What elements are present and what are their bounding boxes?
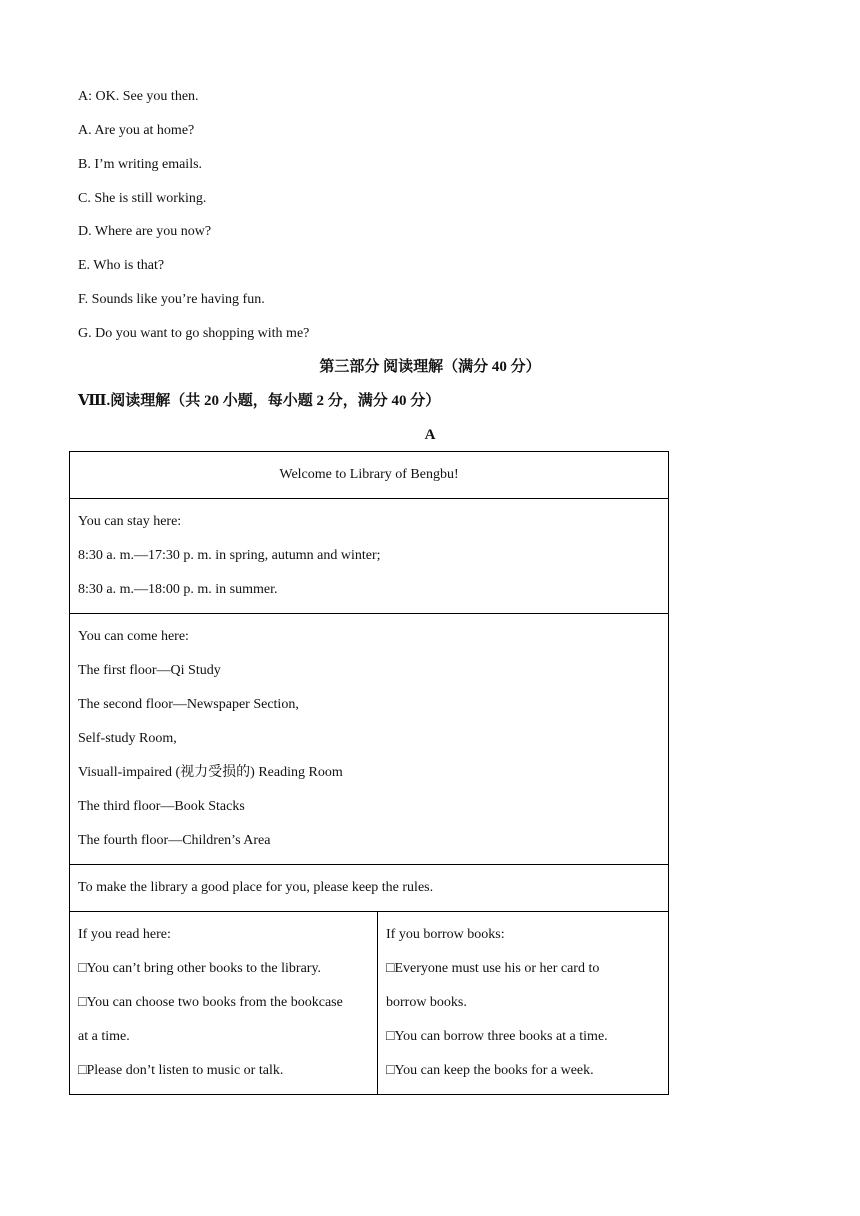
read-rule-line: at a time. xyxy=(78,1029,130,1044)
floor-line: You can come here: xyxy=(78,629,189,644)
option-e: E. Who is that? xyxy=(78,258,165,273)
read-rules-cell xyxy=(70,912,378,1095)
welcome-row xyxy=(70,452,669,499)
section-heading: Ⅷ.阅读理解（共 20 小题，每小题 2 分，满分 40 分） xyxy=(78,393,441,409)
borrow-rule-line: □Everyone must use his or her card to xyxy=(386,961,600,976)
option-f: F. Sounds like you’re having fun. xyxy=(78,292,265,307)
hours-cell xyxy=(70,499,669,614)
floor-line: The first floor—Qi Study xyxy=(78,663,221,678)
floor-line: The fourth floor—Children’s Area xyxy=(78,833,271,848)
option-d: D. Where are you now? xyxy=(78,224,212,239)
borrow-rule-line: If you borrow books: xyxy=(386,927,505,942)
rules-intro-row xyxy=(70,865,669,912)
borrow-rules-cell xyxy=(378,912,669,1095)
rules-intro-cell: To make the library a good place for you, please keep the rules. xyxy=(70,865,669,912)
option-c: C. She is still working. xyxy=(78,191,207,206)
borrow-rule-line: □You can borrow three books at a time. xyxy=(386,1029,608,1044)
welcome-cell: Welcome to Library of Bengbu! xyxy=(70,452,669,499)
floor-line: The second floor—Newspaper Section, xyxy=(78,697,299,712)
dialogue-end-line: A: OK. See you then. xyxy=(78,89,199,104)
read-rule-line: □Please don’t listen to music or talk. xyxy=(78,1063,284,1078)
option-a: A. Are you at home? xyxy=(78,123,195,138)
option-b: B. I’m writing emails. xyxy=(78,157,203,172)
passage-label: A xyxy=(424,427,436,443)
floor-line: Self-study Room, xyxy=(78,731,177,746)
rules-row xyxy=(70,912,669,1095)
floors-cell xyxy=(70,614,669,865)
read-rule-line: If you read here: xyxy=(78,927,171,942)
hours-line: 8:30 a. m.—18:00 p. m. in summer. xyxy=(78,582,278,597)
library-notice-table xyxy=(69,451,669,1095)
hours-row xyxy=(70,499,669,614)
read-rule-line: □You can choose two books from the bookcase xyxy=(78,995,343,1010)
floor-line: Visuall-impaired (视力受损的) Reading Room xyxy=(78,765,343,780)
floors-row xyxy=(70,614,669,865)
part-title: 第三部分 阅读理解（满分 40 分） xyxy=(319,359,541,375)
borrow-rule-line: borrow books. xyxy=(386,995,467,1010)
hours-line: You can stay here: xyxy=(78,514,182,529)
option-g: G. Do you want to go shopping with me? xyxy=(78,326,310,341)
borrow-rule-line: □You can keep the books for a week. xyxy=(386,1063,594,1078)
floor-line: The third floor—Book Stacks xyxy=(78,799,245,814)
read-rule-line: □You can’t bring other books to the library. xyxy=(78,961,322,976)
hours-line: 8:30 a. m.—17:30 p. m. in spring, autumn and winter; xyxy=(78,548,381,563)
